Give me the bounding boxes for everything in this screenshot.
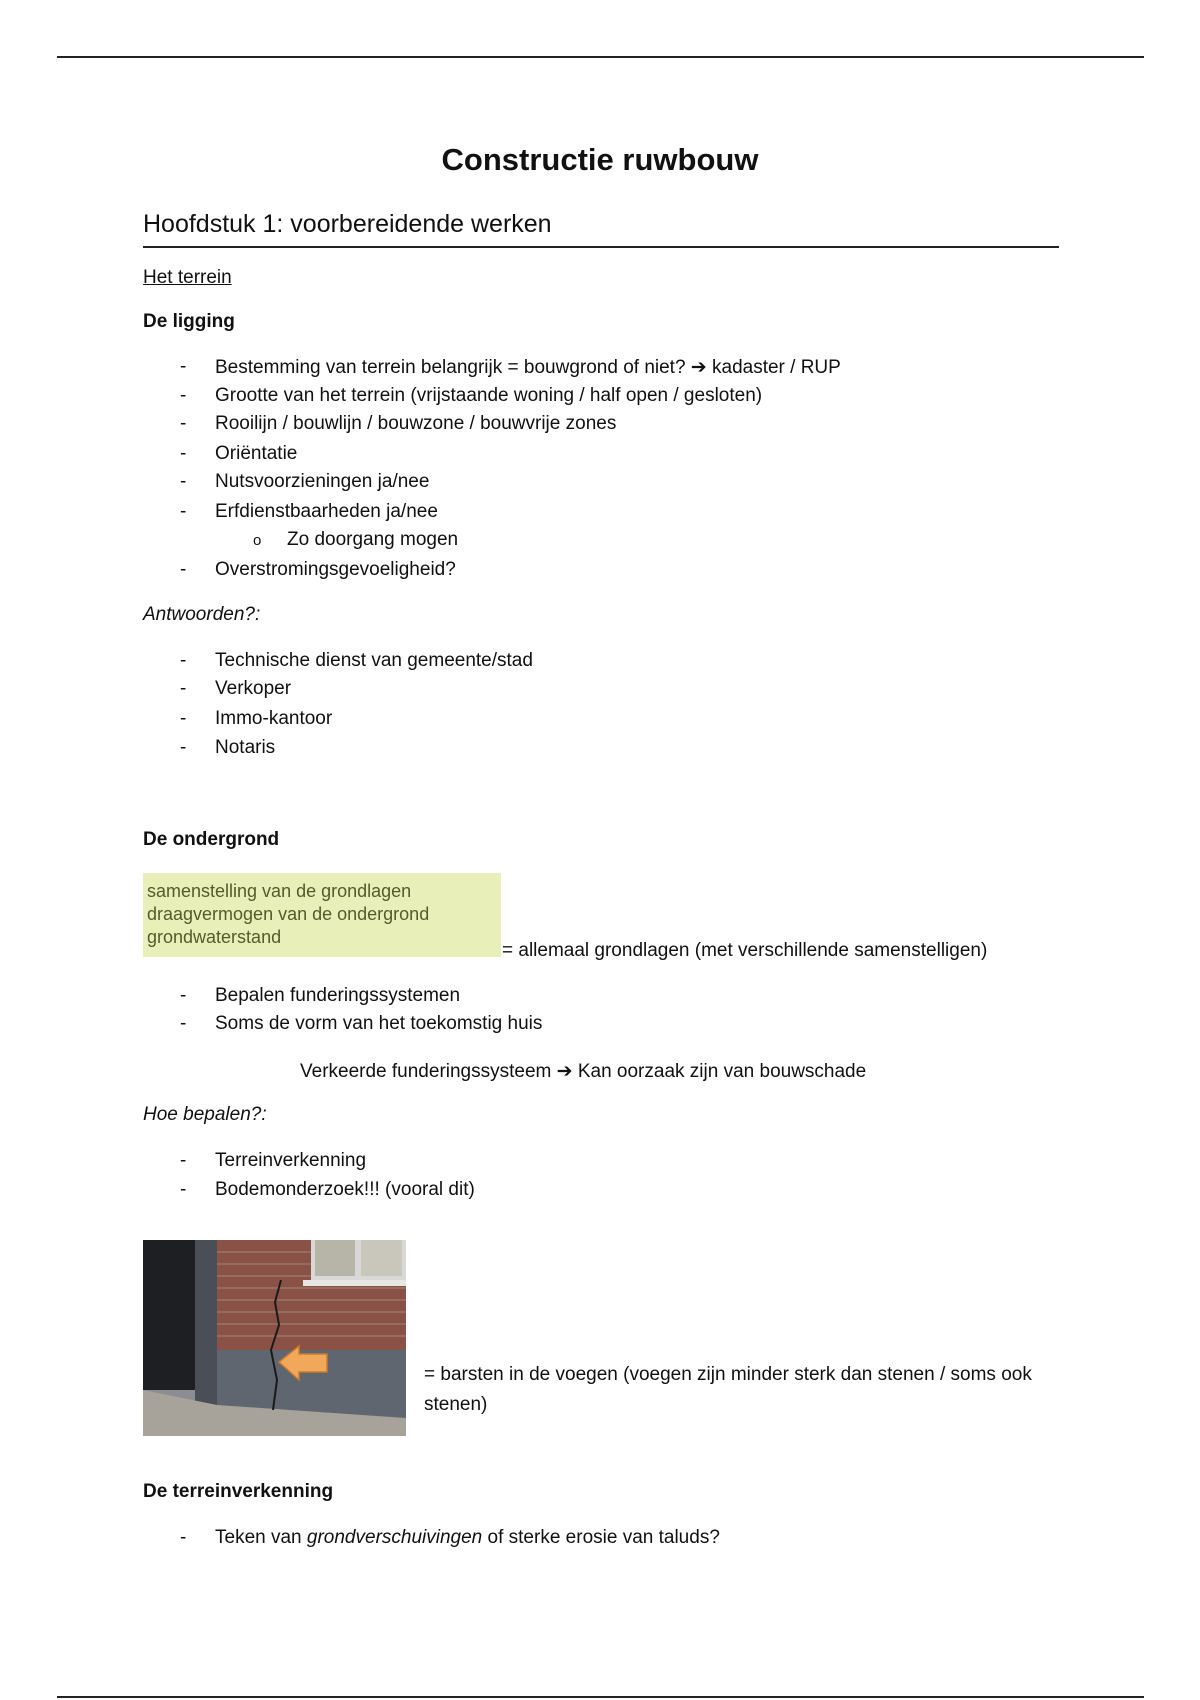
list-item: - Teken van grondverschuivingen of sterke erosie van taluds? bbox=[180, 1527, 720, 1548]
list-item: - Oriëntatie bbox=[180, 443, 298, 464]
list-item: - Erfdienstbaarheden ja/nee bbox=[180, 501, 438, 522]
highlighted-pasted-text bbox=[143, 873, 501, 957]
list-item: - Rooilijn / bouwlijn / bouwzone / bouwvrije zones bbox=[180, 413, 617, 434]
heading-ondergrond: De ondergrond bbox=[143, 829, 280, 850]
heading-terreinverkenning: De terreinverkenning bbox=[143, 1481, 334, 1502]
heading-antwoorden: Antwoorden?: bbox=[143, 604, 261, 625]
list-item: - Nutsvoorzieningen ja/nee bbox=[180, 471, 430, 492]
crack-photo bbox=[143, 1240, 406, 1436]
list-item: - Bodemonderzoek!!! (vooral dit) bbox=[180, 1179, 475, 1200]
page-bottom-rule bbox=[57, 1696, 1144, 1698]
list-item: - Bestemming van terrein belangrijk = bouwgrond of niet? ➔ kadaster / RUP bbox=[180, 356, 841, 378]
list-item: - Technische dienst van gemeente/stad bbox=[180, 650, 533, 671]
list-item: - Immo-kantoor bbox=[180, 708, 333, 729]
list-item: - Grootte van het terrein (vrijstaande woning / half open / gesloten) bbox=[180, 385, 763, 406]
grondlagen-note: = allemaal grondlagen (met verschillende samenstelligen) bbox=[502, 940, 988, 961]
item-suffix: of sterke erosie van taluds? bbox=[482, 1527, 720, 1548]
list-item: - Overstromingsgevoeligheid? bbox=[180, 559, 456, 580]
highlight-line: draagvermogen van de ondergrond bbox=[147, 904, 430, 924]
page-title: Constructie ruwbouw bbox=[441, 142, 759, 177]
chapter-heading: Hoofdstuk 1: voorbereidende werken bbox=[143, 210, 552, 238]
highlight-line: samenstelling van de grondlagen bbox=[147, 881, 412, 901]
list-subitem: o Zo doorgang mogen bbox=[253, 529, 459, 550]
list-item: - Bepalen funderingssystemen bbox=[180, 985, 461, 1006]
page-top-rule bbox=[57, 56, 1144, 58]
funderings-warning: Verkeerde funderingssysteem ➔ Kan oorzaak zijn van bouwschade bbox=[300, 1061, 867, 1082]
photo-caption: = barsten in de voegen (voegen zijn minder sterk dan stenen / soms ook stenen) bbox=[424, 1364, 1032, 1415]
item-prefix: Teken van bbox=[215, 1527, 307, 1548]
heading-hoe-bepalen: Hoe bepalen?: bbox=[143, 1104, 267, 1125]
item-italic: grondverschuivingen bbox=[306, 1527, 483, 1548]
list-item: - Soms de vorm van het toekomstig huis bbox=[180, 1013, 543, 1034]
crack-photo-image bbox=[143, 1240, 406, 1436]
highlight-line: grondwaterstand bbox=[147, 927, 282, 947]
section-terrain: Het terrein bbox=[143, 267, 232, 288]
chapter-rule bbox=[143, 246, 1059, 248]
list-item: - Terreinverkenning bbox=[180, 1150, 367, 1171]
heading-ligging: De ligging bbox=[143, 311, 235, 332]
list-item: - Notaris bbox=[180, 737, 276, 758]
list-item: - Verkoper bbox=[180, 678, 292, 699]
